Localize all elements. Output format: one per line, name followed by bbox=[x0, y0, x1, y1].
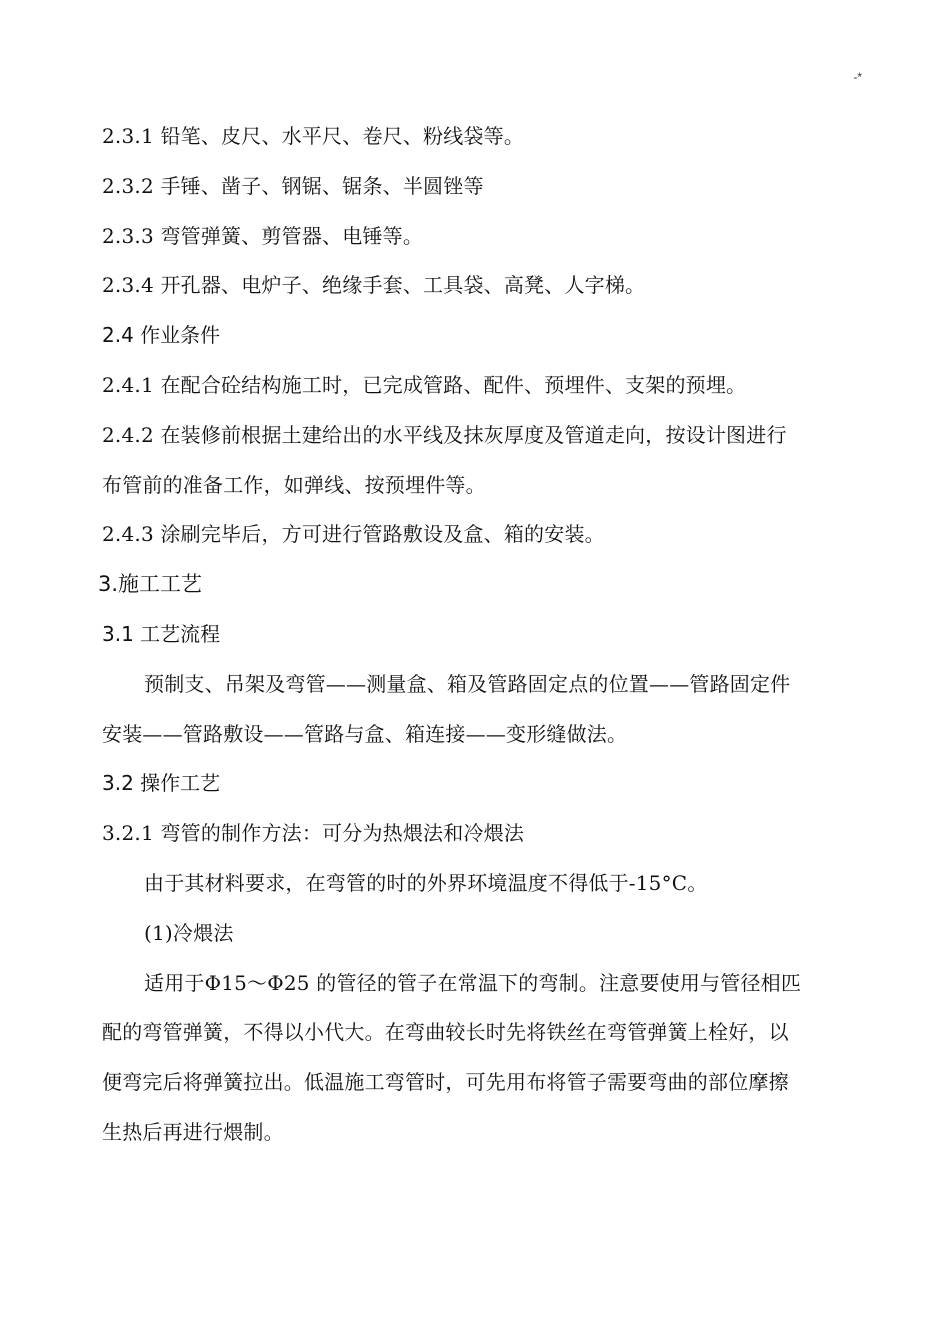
paragraph-2-3-3: 2.3.3 弯管弹簧、剪管器、电锤等。 bbox=[102, 223, 424, 248]
paragraph-cold-bending-2: 配的弯管弹簧，不得以小代大。在弯曲较长时先将铁丝在弯管弹簧上栓好，以 bbox=[102, 1020, 789, 1045]
heading-2-4: 2.4 作业条件 bbox=[102, 323, 221, 348]
paragraph-2-4-2: 2.4.2 在装修前根据土建给出的水平线及抹灰厚度及管道走向，按设计图进行 bbox=[102, 422, 787, 447]
paragraph-2-4-1: 2.4.1 在配合砼结构施工时，已完成管路、配件、预埋件、支架的预埋。 bbox=[102, 372, 747, 397]
paragraph-2-4-3: 2.4.3 涂刷完毕后，方可进行管路敷设及盒、箱的安装。 bbox=[102, 522, 605, 547]
paragraph-2-3-1: 2.3.1 铅笔、皮尺、水平尺、卷尺、粉线袋等。 bbox=[102, 124, 525, 148]
heading-3-2: 3.2 操作工艺 bbox=[102, 771, 221, 796]
document-body bbox=[98, 112, 862, 1158]
subheading-cold-bending: (1)冷煨法 bbox=[144, 920, 234, 945]
heading-3-1: 3.1 工艺流程 bbox=[102, 621, 221, 646]
header-mark: -* bbox=[853, 70, 862, 84]
process-flow-line-1: 预制支、吊架及弯管——测量盒、箱及管路固定点的位置——管路固定件 bbox=[144, 671, 791, 696]
paragraph-2-3-2: 2.3.2 手锤、凿子、钢锯、锯条、半圆锉等 bbox=[102, 173, 484, 198]
heading-3: 3.施工工艺 bbox=[98, 572, 203, 597]
paragraph-cold-bending-4: 生热后再进行煨制。 bbox=[102, 1119, 284, 1144]
paragraph-2-3-4: 2.3.4 开孔器、电炉子、绝缘手套、工具袋、高凳、人字梯。 bbox=[102, 273, 646, 298]
paragraph-temperature: 由于其材料要求，在弯管的时的外界环境温度不得低于-15°C。 bbox=[144, 870, 708, 895]
paragraph-2-4-2-cont: 布管前的准备工作，如弹线、按预埋件等。 bbox=[102, 472, 486, 497]
paragraph-3-2-1: 3.2.1 弯管的制作方法：可分为热煨法和冷煨法 bbox=[102, 821, 525, 846]
paragraph-cold-bending-3: 便弯完后将弹簧拉出。低温施工弯管时，可先用布将管子需要弯曲的部位摩擦 bbox=[102, 1070, 789, 1095]
process-flow-line-2: 安装——管路敷设——管路与盒、箱连接——变形缝做法。 bbox=[102, 721, 628, 746]
paragraph-cold-bending-1: 适用于Φ15～Φ25 的管径的管子在常温下的弯制。注意要使用与管径相匹 bbox=[144, 970, 802, 995]
